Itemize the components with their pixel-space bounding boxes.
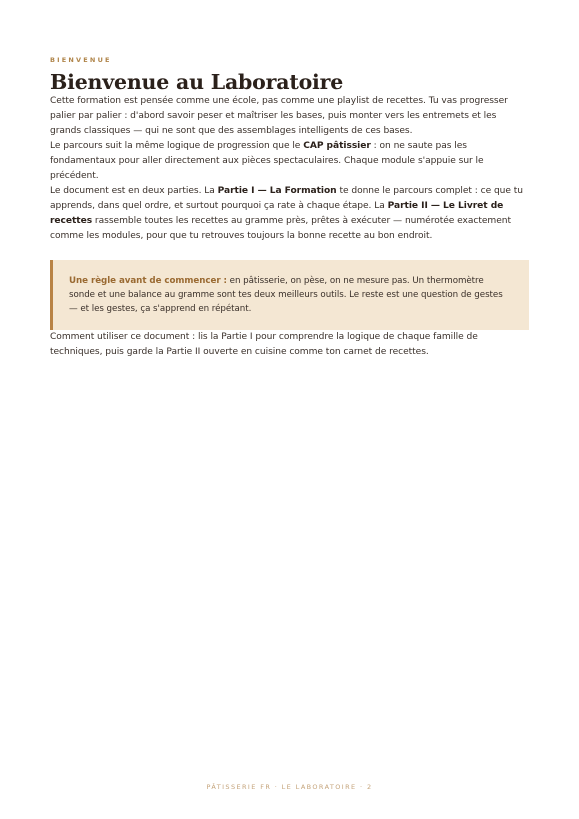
progression-text-start: Le parcours suit la même logique de progression que le [50, 141, 304, 151]
part-one-emphasis: Partie I — La Formation [217, 186, 337, 196]
structure-text-c: rassemble toutes les recettes au gramme près, prêtes à exécuter — numérotée exactement comme les modules, pour que tu retrouves toujours la bonne recette au bon endroit. [50, 216, 511, 241]
progression-paragraph [50, 139, 529, 184]
callout-text [69, 274, 511, 316]
progression-text-end: : on ne saute pas les fondamentaux pour aller directement aux pièces spectaculaires. Chaque module s'appuie sur le précédent. [50, 141, 484, 181]
page-title: Bienvenue au Laboratoire [50, 70, 344, 94]
intro-paragraph: Cette formation est pensée comme une école, pas comme une playlist de recettes. Tu vas progresser palier par palier : d'abord savoir peser et maîtriser les bases, puis monter vers les entremets et les grands classiques — qui ne sont que des assemblages intelligents de ces bases. [50, 96, 508, 136]
callout-body: en pâtisserie, on pèse, on ne mesure pas. Un thermomètre sonde et une balance au gramme sont tes deux meilleurs outils. Le reste est une question de gestes — et les gestes, ça s'apprend en répétant. [69, 276, 503, 314]
rule-callout [50, 260, 529, 330]
section-kicker: BIENVENUE [50, 56, 112, 64]
structure-text-b: te donne le parcours complet : ce que tu apprends, dans quel ordre, et surtout pourquoi ça rate à chaque étape. La [50, 186, 524, 211]
cap-patissier-emphasis: CAP pâtissier [303, 141, 371, 151]
structure-text-a: Le document est en deux parties. La [50, 186, 218, 196]
part-two-emphasis: Partie II — Le Livret de recettes [50, 201, 504, 226]
page-content [50, 56, 529, 360]
structure-paragraph [50, 184, 529, 244]
usage-paragraph: Comment utiliser ce document : lis la Partie I pour comprendre la logique de chaque famille de techniques, puis garde la Partie II ouverte en cuisine comme ton carnet de recettes. [50, 332, 478, 357]
callout-lead: Une règle avant de commencer : [69, 276, 227, 286]
page-footer: PÂTISSERIE FR · LE LABORATOIRE · 2 [206, 783, 373, 791]
